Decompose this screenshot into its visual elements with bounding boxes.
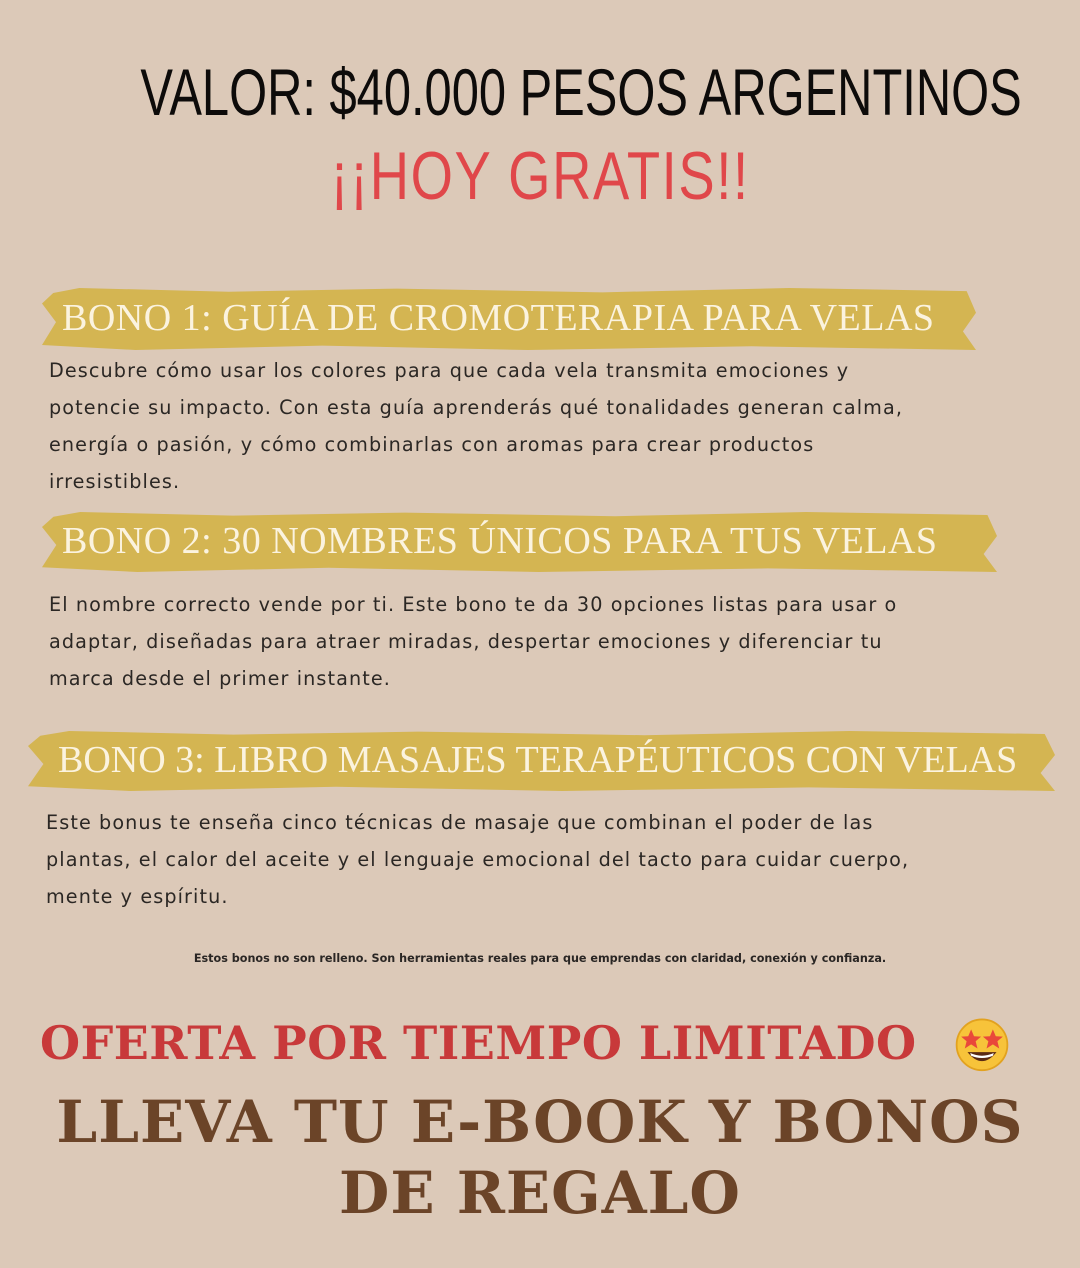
cta-line-2: DE REGALO — [339, 1159, 741, 1227]
bono-2-title: BONO 2: 30 NOMBRES ÚNICOS PARA TUS VELAS — [62, 520, 938, 562]
bono-2-description — [49, 586, 897, 697]
bono-1-line: Descubre cómo usar los colores para que cada vela transmita emociones y — [49, 359, 850, 382]
bono-1-line: irresistibles. — [49, 470, 181, 493]
bono-3-title: BONO 3: LIBRO MASAJES TERAPÉUTICOS CON VELAS — [58, 739, 1018, 781]
bono-3-line: Este bonus te enseña cinco técnicas de masaje que combinan el poder de las — [46, 811, 874, 834]
limited-offer-label: OFERTA POR TIEMPO LIMITADO — [40, 1016, 917, 1070]
star-struck-emoji-icon — [953, 1014, 1011, 1072]
bono-1-line: energía o pasión, y cómo combinarlas con aromas para crear productos — [49, 433, 815, 456]
bono-3-line: plantas, el calor del aceite y el lenguaje emocional del tacto para cuidar cuerpo, — [46, 848, 910, 871]
cta-line-1: LLEVA TU E-BOOK Y BONOS — [56, 1088, 1024, 1156]
free-title: ¡¡HOY GRATIS!! — [330, 138, 750, 214]
bono-2-line: marca desde el primer instante. — [49, 667, 391, 690]
bono-3-line: mente y espíritu. — [46, 885, 229, 908]
bono-3-description — [46, 804, 909, 915]
bono-1-line: potencie su impacto. Con esta guía aprenderás qué tonalidades generan calma, — [49, 396, 904, 419]
bonus-note: Estos bonos no son relleno. Son herramientas reales para que emprendas con claridad, conexión y confianza. — [193, 952, 887, 965]
bono-2-line: El nombre correcto vende por ti. Este bono te da 30 opciones listas para usar o — [49, 593, 898, 616]
bono-2-line: adaptar, diseñadas para atraer miradas, despertar emociones y diferenciar tu — [49, 630, 883, 653]
bono-1-title: BONO 1: GUÍA DE CROMOTERAPIA PARA VELAS — [62, 297, 935, 339]
bono-1-description — [49, 352, 903, 500]
value-title: VALOR: $40.000 PESOS ARGENTINOS — [140, 55, 1022, 129]
